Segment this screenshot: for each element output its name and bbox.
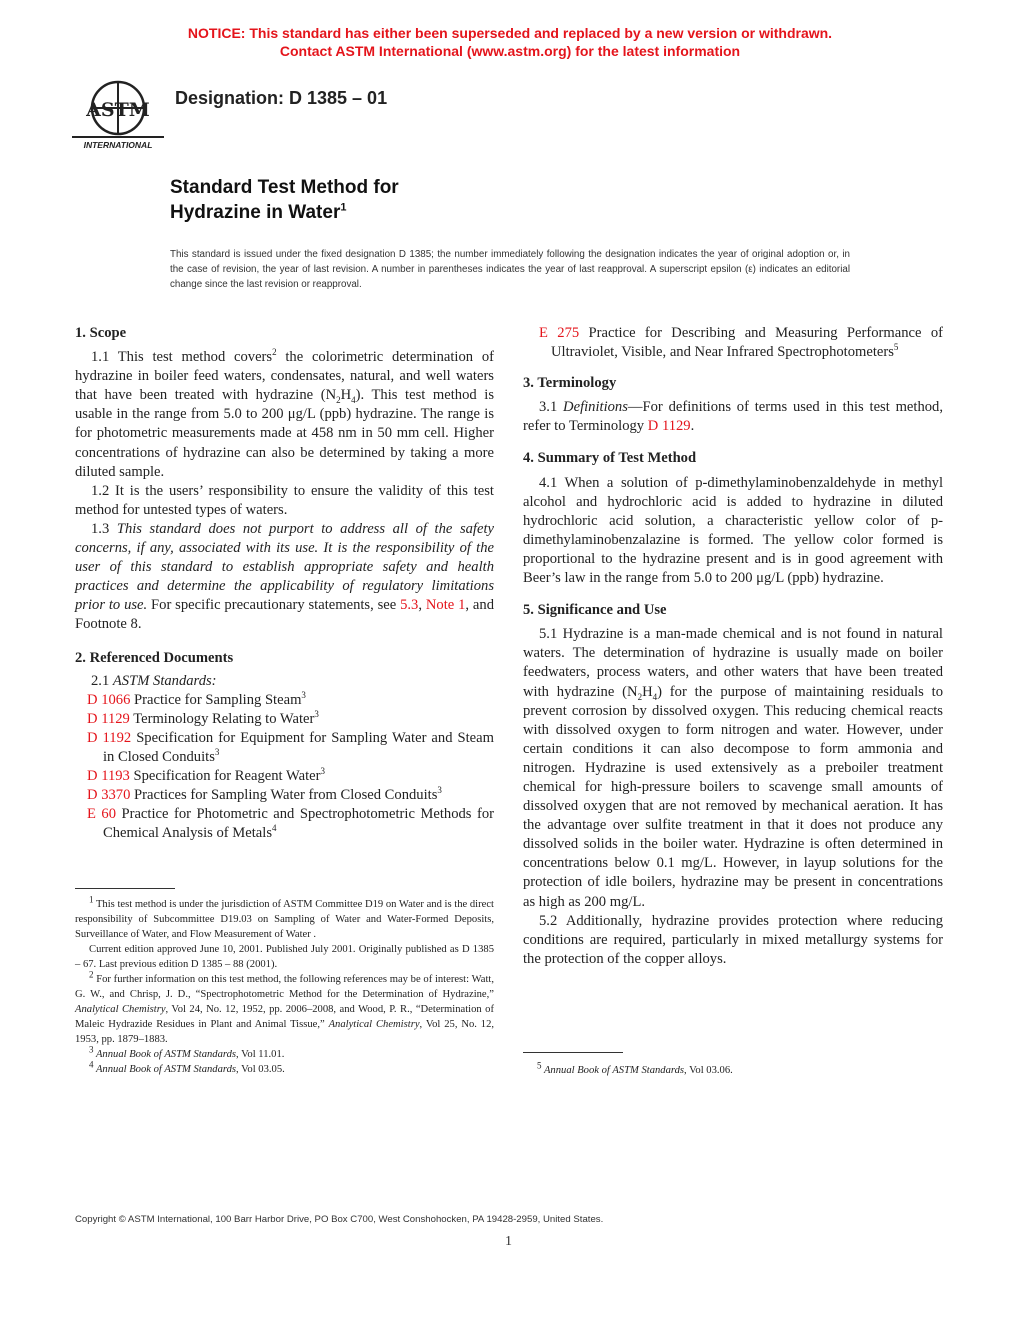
scope-1-3-end: , and Footnote 8. xyxy=(75,597,494,633)
issued-note: This standard is issued under the fixed designation D 1385; the number immediately following the designation indicates the year of original adoption or, in the case of revision, the year of last revision. A number in parentheses indicates the year of last reapproval. A superscript epsilon (ε) indicates an editorial change since the last revision or reapproval. xyxy=(170,249,850,290)
ref-link-e60[interactable]: E 60 xyxy=(87,806,116,823)
refdocs-2-1 xyxy=(75,672,494,691)
ref-sup: 3 xyxy=(437,785,442,796)
summary-4-1: 4.1 When a solution of p-dimethylaminobenzaldehyde in methyl alcohol and hydrochloric acid is added to hydrazine in diluted hydrochloric acid solution, a characteristic yellow color of p-dimethylaminobenzalazine is formed. The yellow color formed is proportional to the hydrazine present and is in good agreement with Beer’s law in the range from 5.0 to 200 μg/L (ppb) hydrazine. xyxy=(523,474,943,587)
terminology-num: 3.1 xyxy=(539,399,564,416)
notice-line-1: NOTICE: This standard has either been superseded and replaced by a new version or withdrawn. xyxy=(187,25,833,41)
ref-sup: 3 xyxy=(301,689,306,700)
notice-line-2: Contact ASTM International (www.astm.org) for the latest information xyxy=(279,43,741,59)
fn-sup: 1 xyxy=(89,894,94,905)
scope-1-3-sep: , xyxy=(418,597,426,614)
scope-1-1-text-c: H xyxy=(340,387,352,404)
designation: Designation: D 1385 – 01 xyxy=(175,88,388,108)
ref-text: Specification for Reagent Water xyxy=(129,768,321,785)
fn-text: , Vol 03.06. xyxy=(684,1065,733,1076)
footnote-1b: Current edition approved June 10, 2001. Published July 2001. Originally published as D 1385 – 67. Last previous edition D 1385 – 88 (2001). xyxy=(75,944,494,970)
footnote-ref-2: 2 xyxy=(272,347,277,358)
fn-sup: 5 xyxy=(537,1060,542,1071)
footnote-3 xyxy=(75,1044,494,1062)
ref-link-d3370[interactable]: D 3370 xyxy=(87,787,131,804)
document-title xyxy=(170,175,399,225)
ref-link-d1129[interactable]: D 1129 xyxy=(87,710,130,727)
fn-sup: 4 xyxy=(89,1059,94,1070)
footnote-2 xyxy=(75,969,495,1047)
ref-link-d1192[interactable]: D 1192 xyxy=(87,729,132,746)
ref-text: Terminology Relating to Water xyxy=(129,710,315,727)
astm-logo xyxy=(72,76,164,152)
terminology-3-1 xyxy=(523,398,943,436)
significance-text-b: H xyxy=(642,683,653,700)
subscript: 4 xyxy=(351,395,356,406)
title-line-2-text: Hydrazine in Water xyxy=(170,202,341,223)
ref-item xyxy=(75,710,494,729)
significance-5-2: 5.2 Additionally, hydrazine provides protection where reducing conditions are required, particularly in mixed metallurgy systems for the protection of the copper alloys. xyxy=(523,912,943,967)
logo-subtext: INTERNATIONAL xyxy=(83,140,153,150)
section-refdocs-heading: 2. Referenced Documents xyxy=(75,649,234,666)
footnote-rule-left xyxy=(75,888,175,889)
fn-text: For further information on this test method, the following references may be of interest: Watt, G. W., and Chrisp, J. D., “Spectrophotometric Method for the Determination of Hydrazine,” xyxy=(75,974,494,1000)
subscript: 4 xyxy=(652,691,658,702)
subscript: 2 xyxy=(637,691,643,702)
ref-text: Practice for Sampling Steam xyxy=(130,691,302,708)
ref-text: Practice for Photometric and Spectrophotometric Methods for Chemical Analysis of Metals xyxy=(103,806,494,842)
scope-1-1-text: 1.1 This test method covers xyxy=(91,349,273,366)
ref-text: Practice for Describing and Measuring Performance of Ultraviolet, Visible, and Near Infrared Spectrophotometers xyxy=(551,325,943,361)
link-5-3[interactable]: 5.3 xyxy=(400,597,419,614)
logo-text: ASTM xyxy=(86,99,150,121)
ref-text: Practices for Sampling Water from Closed Conduits xyxy=(130,787,438,804)
fn-sup: 3 xyxy=(89,1044,94,1055)
fn-italic: Annual Book of ASTM Standards xyxy=(93,1064,237,1075)
scope-1-3-italic: This standard does not purport to address all of the safety concerns, if any, associated with its use. It is the responsibility of the user of this standard to establish appropriate safety and health practices and determine the applicability of regulatory limitations prior to use. xyxy=(75,520,494,614)
ref-item xyxy=(75,767,494,786)
scope-1-1 xyxy=(75,348,494,482)
ref-text: Specification for Equipment for Sampling Water and Steam in Closed Conduits xyxy=(103,729,494,765)
right-column xyxy=(523,324,943,969)
ref-item xyxy=(75,691,494,710)
significance-text: 5.1 Hydrazine is a man-made chemical and is not found in natural waters. The determination of hydrazine is usually made on boiler feedwaters, process waters, and other waters that have been treated with hydrazine (N xyxy=(523,626,943,700)
left-column xyxy=(75,324,494,843)
title-line-1: Standard Test Method for xyxy=(170,177,399,198)
footnote-rule-right xyxy=(523,1052,623,1053)
ref-sup: 3 xyxy=(314,708,319,719)
subscript: 2 xyxy=(336,395,341,406)
footnote-1 xyxy=(75,894,494,942)
fn-italic: Annual Book of ASTM Standards xyxy=(93,1049,237,1060)
page-number: 1 xyxy=(505,1234,512,1249)
fn-sup: 2 xyxy=(89,969,94,980)
significance-text-c: ) for the purpose of maintaining residuals to prevent corrosion by dissolved oxygen. This reducing chemical reacts with dissolved oxygen to form nitrogen and water. However, under certain conditions it can also decompose to form ammonia and nitrogen. Hydrazine is used extensively as a preboiler treatment chemical for high-pressure boilers to scavenge small amounts of dissolved oxygen that are not removed by mechanical aeration. It has the advantage over sulfite treatment in that it does not produce any dissolved solids in the boiler water. Hydrazine is often determined in concentrations below 0.1 mg/L. However, in layup solutions for the protection of idle boilers, hydrazine may be present in concentrations as high as 200 mg/L. xyxy=(523,683,943,910)
terminology-end: . xyxy=(690,418,695,435)
fn-text: , Vol 03.05. xyxy=(236,1064,285,1075)
link-d1129[interactable]: D 1129 xyxy=(647,418,691,435)
ref-item xyxy=(523,324,943,362)
ref-sup: 4 xyxy=(272,823,277,834)
fn-text: , Vol 11.01. xyxy=(236,1049,285,1060)
footnote-4 xyxy=(75,1059,494,1077)
section-summary-heading: 4. Summary of Test Method xyxy=(523,450,697,467)
fn-text: , Vol 24, No. 12, 1952, pp. 2006–2008, and Wood, P. R., “Determination of Maleic Hydrazide Residues in Plant and Animal Tissue,” xyxy=(75,1004,494,1030)
significance-5-1 xyxy=(523,625,943,911)
terminology-italic: Definitions xyxy=(563,399,628,416)
terminology-text: —For definitions of terms used in this test method, refer to Terminology xyxy=(523,399,944,435)
ref-link-e275[interactable]: E 275 xyxy=(539,325,580,341)
fn-italic: Annual Book of ASTM Standards xyxy=(541,1065,685,1076)
scope-1-3-text: For specific precautionary statements, see xyxy=(147,597,401,614)
link-note-1[interactable]: Note 1 xyxy=(425,597,466,614)
scope-1-1-text-d: ). This test method is usable in the range from 5.0 to 200 μg/L (ppb) hydrazine. The range is for photometric measurements made at 458 nm in 50 mm cell. Higher concentrations of hydrazine can also be determined by taking a more diluted sample. xyxy=(75,387,495,480)
copyright-line: Copyright © ASTM International, 100 Barr Harbor Drive, PO Box C700, West Conshohocken, PA 19428-2959, United States. xyxy=(75,1214,604,1225)
fn-text: , Vol 25, No. 12, 1953, pp. 1879–1883. xyxy=(75,1019,495,1045)
scope-1-2: 1.2 It is the users’ responsibility to ensure the validity of this test method for untested types of waters. xyxy=(75,482,494,518)
ref-link-d1193[interactable]: D 1193 xyxy=(87,768,130,785)
footnotes-left xyxy=(75,894,495,1077)
withdrawal-notice xyxy=(0,24,1020,60)
fn-italic: Analytical Chemistry xyxy=(328,1019,420,1030)
fn-italic: Analytical Chemistry xyxy=(75,1004,166,1015)
scope-1-3 xyxy=(75,520,494,635)
fn-text: This test method is under the jurisdiction of ASTM Committee D19 on Water and is the direct responsibility of Subcommittee D19.03 on Sampling of Water and Water-Formed Deposits, Surveillance of Water, and Flow Measurement of Water . xyxy=(75,899,494,940)
ref-sup: 3 xyxy=(214,747,220,758)
ref-item xyxy=(75,805,494,843)
ref-link-d1066[interactable]: D 1066 xyxy=(87,691,131,708)
ref-sup: 3 xyxy=(320,766,325,777)
footnotes-right xyxy=(523,1060,943,1078)
ref-sup: 5 xyxy=(893,342,899,353)
scope-1-1-text-b: the colorimetric determination of hydrazine in boiler feed waters, condensates, natural, and well waters that have been treated with hydrazine (N xyxy=(75,349,494,404)
title-line-2 xyxy=(170,200,399,225)
astm-logo-icon xyxy=(72,76,164,152)
section-terminology-heading: 3. Terminology xyxy=(523,375,617,392)
title-footnote-ref: 1 xyxy=(340,201,347,214)
ref-item xyxy=(75,729,494,767)
section-significance-heading: 5. Significance and Use xyxy=(523,602,667,619)
refdocs-2-1-num: 2.1 xyxy=(91,672,113,689)
refdocs-2-1-label: ASTM Standards: xyxy=(112,672,217,689)
section-scope-heading: 1. Scope xyxy=(75,325,127,341)
footnote-5 xyxy=(523,1060,943,1078)
scope-1-3-num: 1.3 xyxy=(91,520,117,537)
ref-item xyxy=(75,786,494,805)
